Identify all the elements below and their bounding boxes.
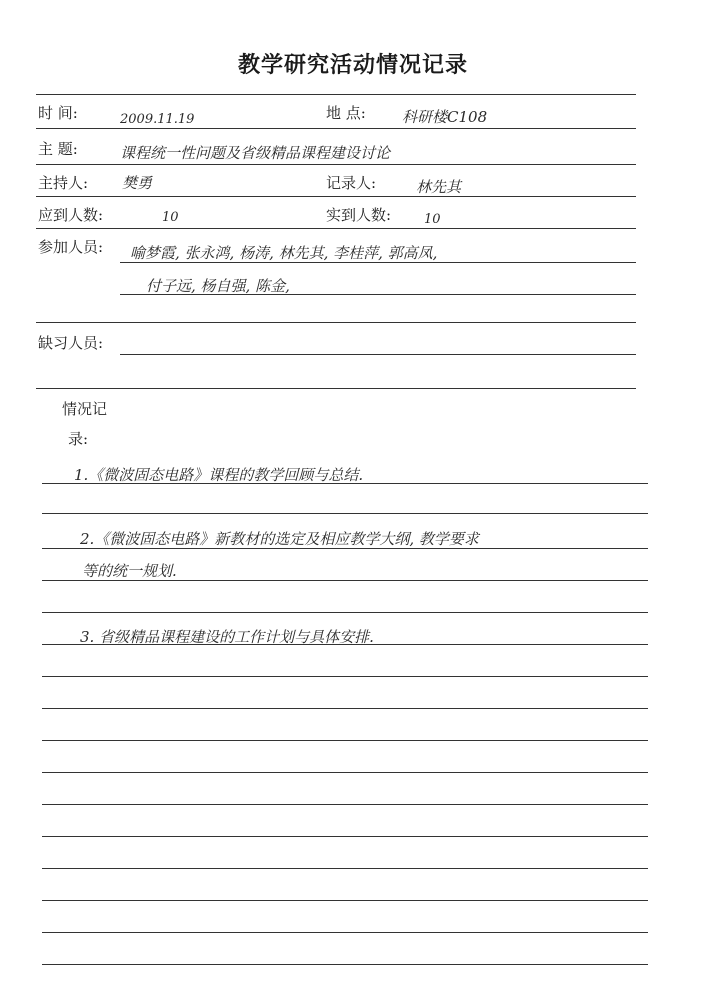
recorder-value: 林先其 [416,178,462,196]
topic-value: 课程统一性问题及省级精品课程建设讨论 [120,144,391,162]
writing-line [42,836,648,837]
topic-label: 主 题: [38,140,78,158]
writing-line [42,708,648,709]
time-label: 时 间: [38,104,78,122]
writing-line [42,804,648,805]
place-value: 科研楼C108 [402,108,488,126]
record-item-2-line-2: 等的统一规划. [82,562,177,580]
divider [36,322,636,323]
writing-line [120,294,636,295]
divider [36,228,636,229]
participants-line-1: 喻梦霞, 张永鸿, 杨涛, 林先其, 李桂萍, 郭高凤, [130,244,438,262]
divider [36,388,636,389]
divider [36,128,636,129]
writing-line [42,932,648,933]
writing-line [42,612,648,613]
writing-line [42,548,648,549]
recorder-label: 记录人: [326,174,377,192]
writing-line [42,900,648,901]
expected-count-label: 应到人数: [38,206,104,224]
host-label: 主持人: [38,174,89,192]
writing-line [42,740,648,741]
record-item-1: 1.《微波固态电路》课程的教学回顾与总结. [74,466,364,484]
writing-line [42,772,648,773]
record-item-2-line-1: 2.《微波固态电路》新教材的选定及相应教学大纲, 教学要求 [80,530,479,548]
record-item-3: 3. 省级精品课程建设的工作计划与具体安排. [80,628,374,646]
writing-line [42,868,648,869]
writing-line [42,676,648,677]
writing-line [42,483,648,484]
participants-line-2: 付子远, 杨自强, 陈金, [146,277,290,295]
record-label-line-2: 录: [68,430,89,448]
absent-label: 缺习人员: [38,334,104,352]
writing-line [42,964,648,965]
place-label: 地 点: [326,104,366,122]
record-label-line-1: 情况记 [62,400,108,418]
divider [36,94,636,95]
writing-line [120,354,636,355]
actual-count-label: 实到人数: [326,206,392,224]
writing-line [42,580,648,581]
expected-count-value: 10 [162,210,179,225]
writing-line [42,513,648,514]
participants-label: 参加人员: [38,238,104,256]
writing-line [120,262,636,263]
time-value: 2009.11.19 [120,112,195,127]
divider [36,164,636,165]
host-value: 樊勇 [122,174,153,192]
writing-line [42,644,648,645]
actual-count-value: 10 [424,212,441,227]
divider [36,196,636,197]
page-title: 教学研究活动情况记录 [237,52,468,78]
